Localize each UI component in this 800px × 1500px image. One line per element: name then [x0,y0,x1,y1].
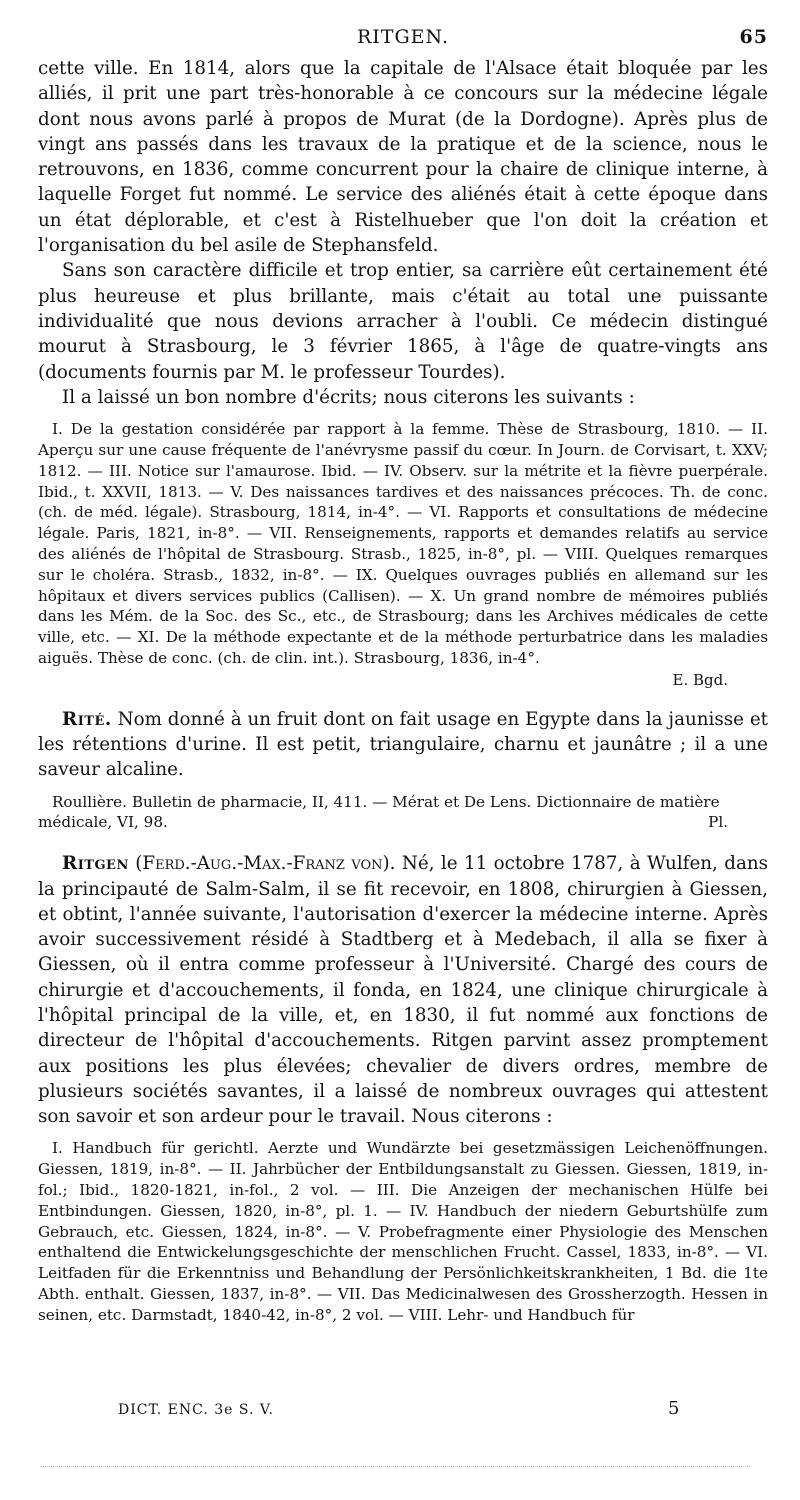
ritgen-biography: Né, le 11 octobre 1787, à Wulfen, dans la principauté de Salm-Salm, il se fit recevoir, en 1808, chirurgien à Giessen, et obtint, l'année suivante, l'autorisation d'exercer la médecine interne. Après avoir successivement résidé à Stadtberg et à Medebach, il alla se fixer à Giessen, où il entra comme professeur à l'Université. Chargé des cours de chirurgie et d'accouchements, il fonda, en 1824, une clinique chirurgicale à l'hôpital principal de la ville, et, en 1830, il fut nommé aux fonctions de directeur de l'hôpital d'accouchements. Ritgen parvint assez promptement aux positions les plus élevées; chevalier de divers ordres, membre de plusieurs sociétés savantes, il a laissé de nombreux ouvrages qui attestent son savoir et son ardeur pour le travail. Nous citerons : [38,853,769,1128]
bottom-edge-rule [40,1466,750,1467]
entry-ritgen [38,851,768,1129]
ritgen-given-names: (Ferd.-Aug.-Max.-Franz von). [135,853,396,875]
rite-references [38,792,768,834]
signature-mark: DICT. ENC. 3e S. V. [118,1402,274,1418]
entry-rite [38,707,768,783]
paragraph-ristelhueber-death: Sans son caractère difficile et trop entier, sa carrière eût certainement été plus heureuse et plus brillante, mais c'était au total une puissante individualité que nous devions arracher à l'oubli. Ce médecin distingué mourut à Strasbourg, le 3 février 1865, à l'âge de quatre-vingts ans (documents fournis par M. le professeur Tourdes). [38,260,768,383]
author-signature: E. Bgd. [672,670,728,689]
ritgen-works-list: I. Handbuch für gerichtl. Aerzte und Wundärzte bei gesetzmässigen Leichenöffnungen. Giessen, 1819, in-8°. — II. Jahrbücher der Entbildungsanstalt zu Giessen. Giessen, 1819, in-fol.; Ibid., 1820-1821, in-fol., 2 vol. — III. Die Anzeigen der mechanischen Hülfe bei Entbindungen. Giessen, 1820, in-8°, pl. 1. — IV. Handbuch der niedern Geburtshülfe zum Gebrauch, etc. Giessen, 1824, in-8°. — V. Probefragmente einer Physiologie des Menschen enthaltend die Entwickelungsgeschichte der menschlichen Frucht. Cassel, 1833, in-8°. — VI. Leitfaden für die Erkenntniss und Behandlung der Persönlichkeitskrankheiten, 1 Bd. die 1te Abth. enthalt. Giessen, 1837, in-8°. — VII. Das Medicinalwesen des Grossherzogth. Hessen in seinen, etc. Darmstadt, 1840-42, in-8°, 2 vol. — VIII. Lehr- und Handbuch für [38,1139,768,1324]
running-title: RITGEN. [357,26,449,48]
headword-rite: Rité. [62,708,112,730]
headword-ritgen: Ritgen [62,853,129,875]
page-number: 65 [739,26,768,48]
paragraph-ristelhueber-career: cette ville. En 1814, alors que la capitale de l'Alsace était bloquée par les alliés, il prit une part très-honorable à ce concours sur la médecine légale dont nous avons parlé à propos de Murat (de la Dordogne). Après plus de vingt ans passés dans les travaux de la pratique et de la science, nous le retrouvons, en 1836, comme concurrent pour la chaire de clinique interne, à laquelle Forget fut nommé. Le service des aliénés était à cette époque dans un état déplorable, et c'est à Ristelhueber que l'on doit la création et l'organisation du bel asile de Stephansfeld. [38,58,768,257]
running-header [38,0,768,56]
paragraph-writings-intro: Il a laissé un bon nombre d'écrits; nous citerons les suivants : [62,386,635,408]
rite-reference-text: Roullière. Bulletin de pharmacie, II, 411. — Mérat et De Lens. Dictionnaire de matière médicale, VI, 98. [38,792,720,832]
rite-signature: Pl. [708,813,728,832]
ristelhueber-works-list: I. De la gestation considérée par rapport à la femme. Thèse de Strasbourg, 1810. — II. Aperçu sur une cause fréquente de l'anévrysme passif du cœur. In Journ. de Corvisart, t. XXV; 1812. — III. Notice sur l'amaurose. Ibid. — IV. Observ. sur la métrite et la fièvre puerpérale. Ibid., t. XXVII, 1813. — V. Des naissances tardives et des naissances précoces. Th. de conc. (ch. de méd. légale). Strasbourg, 1814, in-4°. — VI. Rapports et consultations de médecine légale. Paris, 1821, in-8°. — VII. Renseignements, rapports et demandes relatifs au service des aliénés de l'hôpital de Strasbourg. Strasb., 1825, in-8°, pl. — VIII. Quelques remarques sur le choléra. Strasb., 1832, in-8°. — IX. Quelques ouvrages publiés en allemand sur les hôpitaux et divers services publics (Callisen). — X. Un grand nombre de mémoires publiés dans les Mém. de la Soc. des Sc., etc., de Strasbourg; dans les Archives médicales de cette ville, etc. — XI. De la méthode expectante et de la méthode perturbatrice dans les maladies aiguës. Thèse de conc. (ch. de clin. int.). Strasbourg, 1836, in-4°. [38,420,768,667]
rite-definition: Nom donné à un fruit dont on fait usage en Egypte dans la jaunisse et les rétentions d'urine. Il est petit, triangulaire, charnu et jaunâtre ; il a une saveur alcaline. [38,708,768,781]
sheet-number: 5 [668,1398,680,1419]
page [38,0,769,1419]
